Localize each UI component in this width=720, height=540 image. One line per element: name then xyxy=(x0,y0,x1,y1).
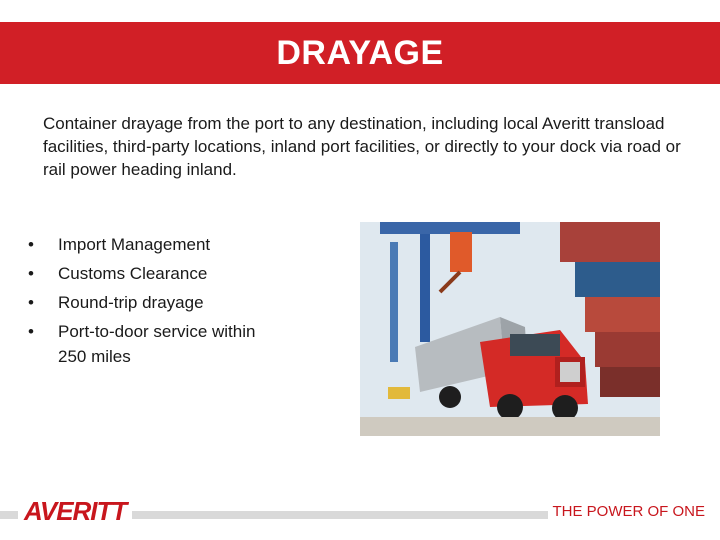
intro-paragraph: Container drayage from the port to any destination, including local Averitt transload facilities, third-party locations, inland port facilities, or directly to your dock via road or rail power heading inland. xyxy=(43,114,681,179)
service-list xyxy=(28,232,258,373)
slide-title: DRAYAGE xyxy=(276,33,444,72)
truck-photo xyxy=(360,222,660,436)
list-item xyxy=(28,261,258,286)
bullet-text: Round-trip drayage xyxy=(58,293,204,312)
averitt-logo: AVERITT xyxy=(18,496,132,526)
bullet-text: Customs Clearance xyxy=(58,264,208,283)
bullet-marker: • xyxy=(28,293,34,312)
list-item xyxy=(28,290,258,315)
tagline: THE POWER OF ONE xyxy=(552,503,705,520)
truck-photo-illustration xyxy=(360,222,660,436)
list-item xyxy=(28,232,258,257)
title-bar xyxy=(0,22,720,84)
bullet-marker: • xyxy=(28,322,34,341)
bullet-marker: • xyxy=(28,264,34,283)
bullet-marker: • xyxy=(28,235,34,254)
list-item xyxy=(28,319,258,369)
bullet-text: Import Management xyxy=(58,235,211,254)
bullet-text: Port-to-door service within 250 miles xyxy=(58,322,256,366)
